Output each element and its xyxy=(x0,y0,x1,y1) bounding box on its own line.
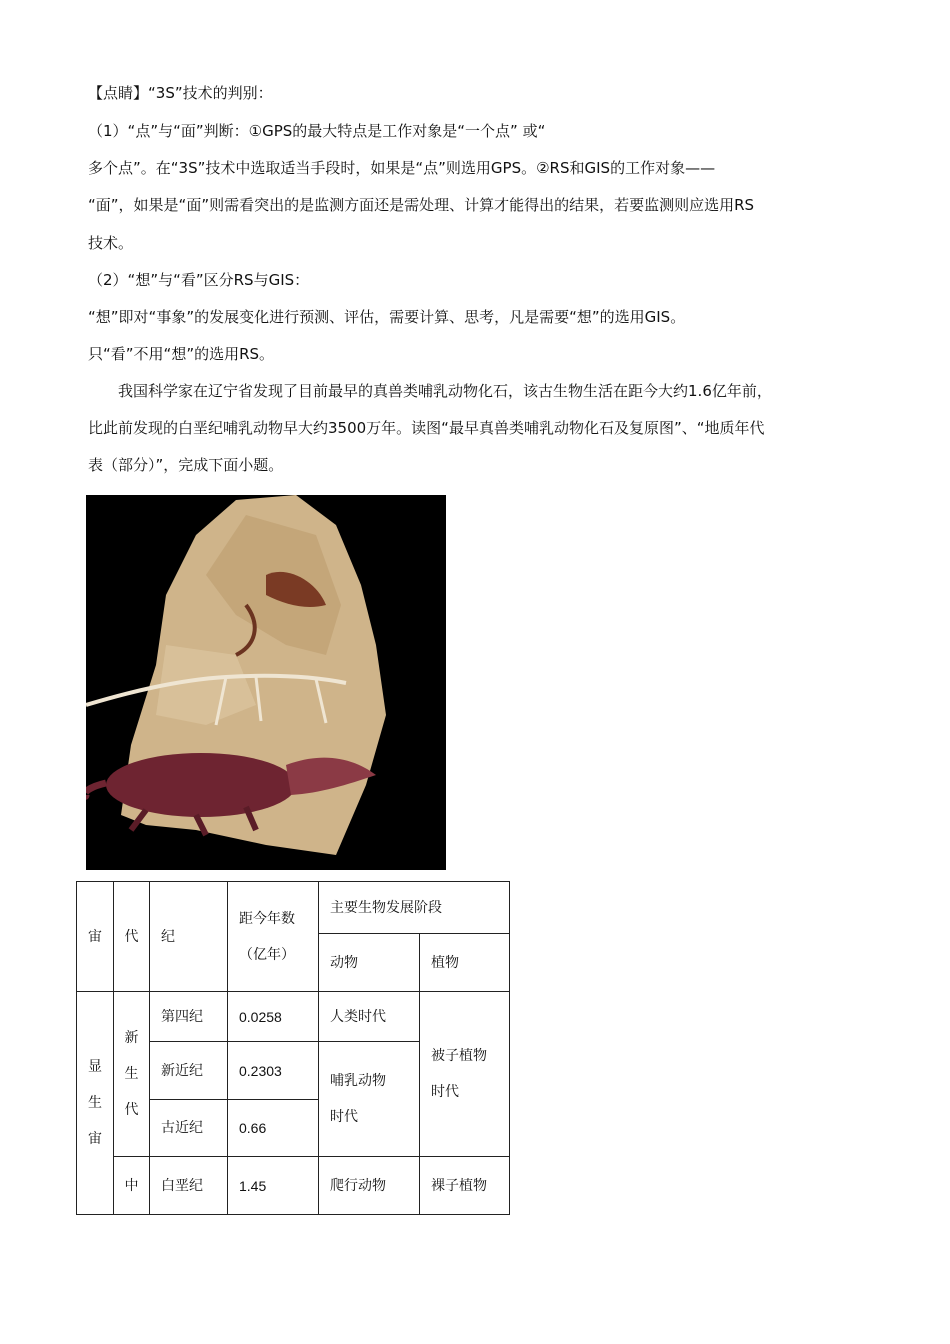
plant-angiosperm-era xyxy=(420,992,510,1157)
eon-char-3: 宙 xyxy=(88,1131,102,1147)
header-era: 代 xyxy=(114,882,150,992)
era-char-1: 新 xyxy=(124,1030,139,1046)
animal-reptile-era: 爬行动物 xyxy=(319,1157,420,1215)
era-char-3: 代 xyxy=(124,1102,139,1118)
header-eon: 宙 xyxy=(77,882,114,992)
header-period: 纪 xyxy=(150,882,228,992)
tip-p1-line-d: 技术。 xyxy=(88,234,134,252)
header-years-line-2: （亿年） xyxy=(239,946,295,963)
period-quaternary: 第四纪 xyxy=(150,992,228,1042)
tip-p2-line-a: “想”即对“事象”的发展变化进行预测、评估，需要计算、思考，凡是需要“想”的选用GIS。 xyxy=(88,308,686,326)
header-stage: 主要生物发展阶段 xyxy=(319,882,510,934)
tip-p1-line-b: 多个点”。在“3S”技术中选取适当手段时，如果是“点”则选用GPS。②RS和GIS的工作对象—— xyxy=(88,159,716,177)
plant-gymnosperm-era: 裸子植物 xyxy=(420,1157,510,1215)
tip-title: 【点睛】“3S”技术的判别： xyxy=(88,84,273,102)
era-char-2: 生 xyxy=(124,1066,139,1082)
eon-phanerozoic xyxy=(77,992,114,1215)
header-years xyxy=(228,882,319,992)
tip-p1-line-a: （1）“点”与“面”判断：①GPS的最大特点是工作对象是“一个点” 或“ xyxy=(88,122,546,140)
fossil-illustration xyxy=(86,495,446,870)
question-line-3: 表（部分）”，完成下面小题。 xyxy=(88,456,284,474)
tip-p2-title: （2）“想”与“看”区分RS与GIS： xyxy=(88,271,310,289)
period-paleogene: 古近纪 xyxy=(150,1100,228,1157)
header-years-line-1: 距今年数 xyxy=(239,910,295,927)
years-cretaceous: 1.45 xyxy=(228,1157,319,1215)
fossil-and-reconstruction-image xyxy=(86,495,446,870)
question-line-1: 我国科学家在辽宁省发现了目前最早的真兽类哺乳动物化石，该古生物生活在距今大约1.6亿年前， xyxy=(118,382,772,400)
years-neogene: 0.2303 xyxy=(228,1042,319,1100)
question-line-2: 比此前发现的白垩纪哺乳动物早大约3500万年。读图“最早真兽类哺乳动物化石及复原图”、“地质年代 xyxy=(88,419,765,437)
period-neogene: 新近纪 xyxy=(150,1042,228,1100)
era-mesozoic: 中 xyxy=(114,1157,150,1215)
years-paleogene: 0.66 xyxy=(228,1100,319,1157)
tip-p1-line-c: “面”，如果是“面”则需看突出的是监测方面还是需处理、计算才能得出的结果，若要监测则应选用RS xyxy=(88,196,755,214)
plant-angio-line-2: 时代 xyxy=(431,1084,459,1100)
header-plant: 植物 xyxy=(420,934,510,992)
header-animal: 动物 xyxy=(319,934,420,992)
animal-mammal-line-1: 哺乳动物 xyxy=(330,1073,386,1089)
plant-angio-line-1: 被子植物 xyxy=(431,1048,487,1064)
animal-mammal-era xyxy=(319,1042,420,1157)
eon-char-2: 生 xyxy=(88,1095,102,1111)
era-cenozoic xyxy=(114,992,150,1157)
tip-p2-line-b: 只“看”不用“想”的选用RS。 xyxy=(88,345,275,363)
period-cretaceous: 白垩纪 xyxy=(150,1157,228,1215)
animal-mammal-line-2: 时代 xyxy=(330,1109,358,1125)
eon-char-1: 显 xyxy=(88,1059,102,1075)
years-quaternary: 0.0258 xyxy=(228,992,319,1042)
geologic-time-table xyxy=(76,881,510,1215)
animal-human-era: 人类时代 xyxy=(319,992,420,1042)
